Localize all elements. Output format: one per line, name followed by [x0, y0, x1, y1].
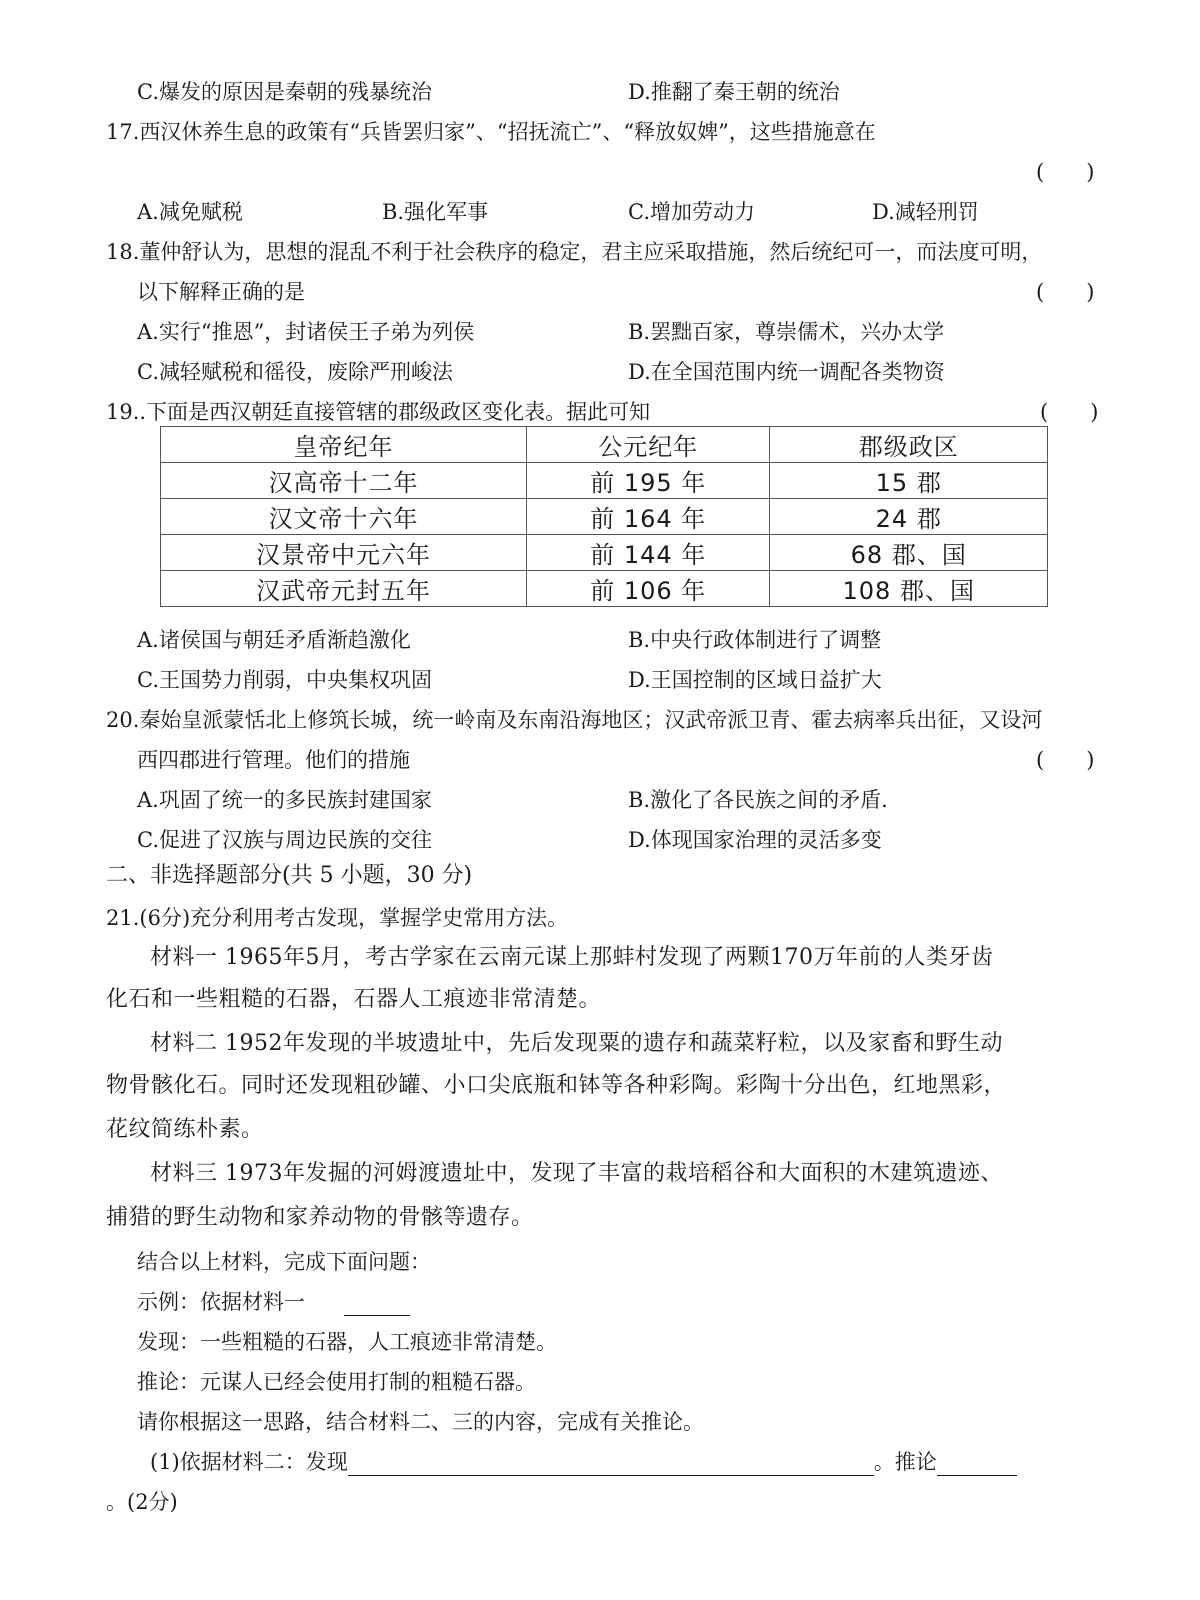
q21-material2-line3: 花纹简练朴素。	[106, 1117, 264, 1142]
q20-answer-paren: ( )	[1036, 748, 1095, 772]
q21-sub1-score: 。(2分)	[106, 1490, 178, 1514]
q17-answer-paren: ( )	[1036, 160, 1095, 184]
q18-option-c: C.减轻赋税和徭役，废除严刑峻法	[137, 360, 453, 384]
q21-finding: 发现：一些粗糙的石器，人工痕迹非常清楚。	[137, 1330, 557, 1354]
q21-material3-line2: 捕猎的野生动物和家养动物的骨骸等遗存。	[106, 1205, 534, 1230]
q18-stem-line2: 以下解释正确的是	[137, 280, 305, 304]
q18-option-b: B.罢黜百家，尊崇儒术，兴办太学	[628, 320, 945, 344]
q21-instruction: 结合以上材料，完成下面问题：	[137, 1250, 431, 1274]
table-cell: 108 郡、国	[770, 571, 1048, 607]
q18-answer-paren: ( )	[1036, 280, 1095, 304]
q21-material1-line2: 化石和一些粗糙的石器，石器人工痕迹非常清楚。	[106, 987, 602, 1012]
table-cell: 前 195 年	[527, 463, 770, 499]
table-cell: 24 郡	[770, 499, 1048, 535]
q21-material1-line1: 材料一 1965年5月，考古学家在云南元谋上那蚌村发现了两颗170万年前的人类牙齿	[150, 945, 994, 970]
table-cell: 前 106 年	[527, 571, 770, 607]
q19-data-table	[160, 426, 1048, 607]
table-cell: 汉武帝元封五年	[161, 571, 527, 607]
q17-option-c: C.增加劳动力	[628, 200, 755, 224]
q21-sub1	[150, 1448, 1017, 1476]
q21-material3-line1: 材料三 1973年发掘的河姆渡遗址中，发现了丰富的栽培稻谷和大面积的木建筑遗迹、	[150, 1161, 1003, 1186]
q20-stem-line2: 西四郡进行管理。他们的措施	[137, 748, 410, 772]
q17-option-a: A.减免赋税	[137, 200, 243, 224]
section2-title: 二、非选择题部分(共 5 小题，30 分)	[106, 863, 473, 888]
q20-option-c: C.促进了汉族与周边民族的交往	[137, 828, 432, 852]
finding-answer-blank[interactable]	[348, 1453, 874, 1476]
q19-option-b: B.中央行政体制进行了调整	[628, 628, 882, 652]
q20-option-b: B.激化了各民族之间的矛盾.	[628, 788, 888, 812]
example-blank	[344, 1293, 410, 1316]
table-row	[161, 535, 1048, 571]
q19-option-d: D.王国控制的区域日益扩大	[628, 668, 882, 692]
table-header-cell: 公元纪年	[527, 427, 770, 463]
q19-stem: 19..下面是西汉朝廷直接管辖的郡级政区变化表。据此可知	[106, 400, 651, 424]
q21-prompt: 请你根据这一思路，结合材料二、三的内容，完成有关推论。	[137, 1410, 704, 1434]
q21-sub1-label: (1)依据材料二：发现	[150, 1450, 348, 1474]
table-header-cell: 皇帝纪年	[161, 427, 527, 463]
q20-option-d: D.体现国家治理的灵活多变	[628, 828, 882, 852]
q21-inference: 推论：元谋人已经会使用打制的粗糙石器。	[137, 1370, 536, 1394]
q20-stem-line1: 20.秦始皇派蒙恬北上修筑长城，统一岭南及东南沿海地区；汉武帝派卫青、霍去病率兵出征，又设河	[106, 708, 1043, 732]
q21-example	[137, 1288, 410, 1316]
q17-option-b: B.强化军事	[382, 200, 489, 224]
q20-option-a: A.巩固了统一的多民族封建国家	[137, 788, 432, 812]
table-cell: 68 郡、国	[770, 535, 1048, 571]
table-cell: 15 郡	[770, 463, 1048, 499]
q18-option-d: D.在全国范围内统一调配各类物资	[628, 360, 945, 384]
q19-answer-paren: ( )	[1040, 400, 1099, 424]
inference-answer-blank[interactable]	[937, 1453, 1017, 1476]
table-cell: 汉高帝十二年	[161, 463, 527, 499]
table-header-cell: 郡级政区	[770, 427, 1048, 463]
table-cell: 汉景帝中元六年	[161, 535, 527, 571]
q17-option-d: D.减轻刑罚	[872, 200, 979, 224]
q18-stem-line1: 18.董仲舒认为，思想的混乱不利于社会秩序的稳定，君主应采取措施，然后统纪可一，而法度可明，	[106, 240, 1043, 264]
q19-option-c: C.王国势力削弱，中央集权巩固	[137, 668, 432, 692]
q21-sub1-inference-label: 。推论	[873, 1450, 937, 1474]
table-cell: 前 164 年	[527, 499, 770, 535]
q16-option-c: C.爆发的原因是秦朝的残暴统治	[137, 80, 432, 104]
q17-stem: 17.西汉休养生息的政策有“兵皆罢归家”、“招抚流亡”、“释放奴婢”，这些措施意在	[106, 120, 876, 144]
q19-option-a: A.诸侯国与朝廷矛盾渐趋激化	[137, 628, 411, 652]
q21-example-label: 示例：依据材料一	[137, 1290, 305, 1314]
q21-material2-line2: 物骨骸化石。同时还发现粗砂罐、小口尖底瓶和钵等各种彩陶。彩陶十分出色，红地黑彩，	[106, 1073, 1007, 1098]
table-cell: 汉文帝十六年	[161, 499, 527, 535]
q18-option-a: A.实行“推恩”，封诸侯王子弟为列侯	[137, 320, 475, 344]
q16-option-d: D.推翻了秦王朝的统治	[628, 80, 840, 104]
table-cell: 前 144 年	[527, 535, 770, 571]
q21-stem: 21.(6分)充分利用考古发现，掌握学史常用方法。	[106, 906, 569, 930]
table-header-row	[161, 427, 1048, 463]
table-row	[161, 571, 1048, 607]
table-row	[161, 463, 1048, 499]
table-row	[161, 499, 1048, 535]
q21-material2-line1: 材料二 1952年发现的半坡遗址中，先后发现粟的遗存和蔬菜籽粒，以及家畜和野生动	[150, 1031, 1003, 1056]
